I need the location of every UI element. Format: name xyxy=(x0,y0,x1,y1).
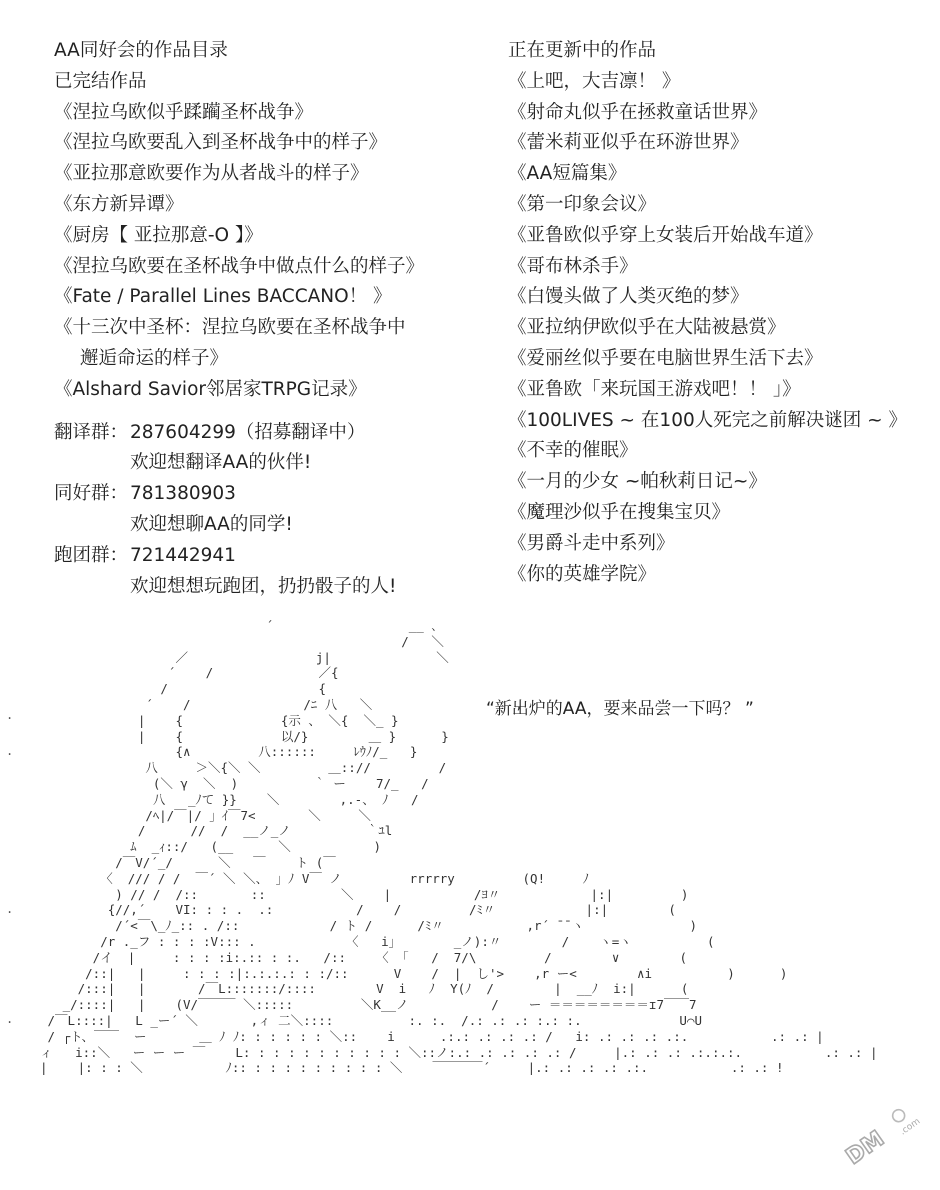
completed-work: 《涅拉乌欧要乱入到圣杯战争中的样子》 xyxy=(54,132,388,154)
updating-work: 《你的英雄学院》 xyxy=(508,563,657,585)
trpg-group xyxy=(54,541,424,572)
svg-text:DM: DM xyxy=(841,1126,889,1170)
updating-work: 《AA短篇集》 xyxy=(508,163,627,185)
margin-dot: . xyxy=(6,902,14,916)
completed-header: 已完结作品 xyxy=(54,70,147,92)
margin-dot: . xyxy=(6,744,14,758)
updating-work: 《蕾米莉亚似乎在环游世界》 xyxy=(508,132,749,154)
updating-work: 《第一印象会议》 xyxy=(508,193,657,215)
updating-work: 《亚鲁欧似乎穿上女装后开始战车道》 xyxy=(508,224,823,246)
completed-work: 《十三次中圣杯：涅拉乌欧要在圣杯战争中 xyxy=(54,317,406,339)
updating-work: 《白馒头做了人类灭绝的梦》 xyxy=(508,286,749,308)
completed-work-continued: 邂逅命运的样子》 xyxy=(80,347,229,369)
completed-work: 《厨房【 亚拉那意-O 】》 xyxy=(54,224,263,246)
catalog-title: AA同好会的作品目录 xyxy=(54,40,228,61)
updating-work: 《100LIVES ~ 在100人死完之前解决谜团 ~ 》 xyxy=(508,409,907,431)
completed-work: 《Alshard Savior邻居家TRPG记录》 xyxy=(54,378,367,400)
completed-work: 《涅拉乌欧要在圣杯战争中做点什么的样子》 xyxy=(54,255,425,277)
updating-work: 《亚拉纳伊欧似乎在大陆被悬赏》 xyxy=(508,317,786,339)
updating-work: 《男爵斗走中系列》 xyxy=(508,532,675,554)
group-label: 跑团群： xyxy=(54,544,129,566)
group-label: 同好群： xyxy=(54,483,129,505)
updating-header: 正在更新中的作品 xyxy=(508,40,657,61)
updating-work: 《一月的少女 ~帕秋莉日记~》 xyxy=(508,471,767,493)
group-number: 781380903 xyxy=(130,483,236,505)
group-note: 欢迎想想玩跑团，扔扔骰子的人! xyxy=(130,575,397,597)
completed-work: 《Fate / Parallel Lines BACCANO！ 》 xyxy=(54,286,392,308)
margin-dot: . xyxy=(6,708,14,722)
updating-work: 《亚鲁欧「来玩国王游戏吧！！ 」》 xyxy=(508,378,801,400)
ascii-art-text: ´ __ ､ / ＼ ／ j| ＼ ´ / ／{ / { ´ / /ﾆ 八 ＼ , | { {示 、 ＼{ ＼_ } | { 以/} ＿ } } {∧ 八:::::: ﾚｳﾉ/_ } 八 ＞＼{＼ ＼ ＿::// / (＼ γ ＼ ) ｀ ー 7/_ / 八 _ﾉて }} ＼ ,.-、 ﾉ / /ﾍ|/￣|/ 」ｲ￣7< ＼ ＼ / // / __ノ_ノ ｀ﾕl ﾑ _ｨ::/ (__ ＼ ) /￣V/´_/ ＼ ￣ ト (￣ 〈 /// / / ￣´ ＼ ＼、 」ﾉ V￣ ノ rrrrry (Q! ﾉ ) // / /:: :: ＼ | /ﾖ〃 |:| ) {//,´ VI: : : . .: / / /ﾐ〃 |:| ( /´<￣\_ﾉ_:: . /:: / ト / /ﾐ〃 ,r´ ¯¯ヽ ) /r ._フ : : : :V::: . 〈 i」 _ノ):〃 / ヽ=ヽ ( /イ | : : : :i:.:: : :. /:: 〈 「 / 7/\ / ∨ ( /::| | : : : :|:.:.:.: : :/:: V / | し'> ,r ー< ∧i ) ) /:::| | /￣L:::::::/:::: V i ﾉ Y(ﾉ / | __ﾉ i:| ( _/::::| | (V/￣￣￣ ＼::::: ＼K__ノ / ー ＝＝＝＝＝＝＝＝ɪ7￣￣7 /￣L::::| L _ー´ ＼ ,ィ 二＼:::: :. :. /.: .: .: :.: :. U⌒U / ┌ト、￣￣ ー ＿ ﾉ ﾉ: : : : : : ＼:: i .:.: .: .: .: / i: .: .: .: .:. .: .: | ィ i::＼ ー ー ー ￣ L: : : : : : : : : : : ＼::ノ:.: .: .: .: .: / |.: .: .: .:.:.:. .: .: | | |: : : ＼ ﾉ:: : : : : : : : : : ＼ ￣￣￣￣´ |.: .: .: .: .:. .: .: ! xyxy=(40,618,878,1076)
completed-work: 《亚拉那意欧要作为从者战斗的样子》 xyxy=(54,163,369,185)
dmzj-watermark-logo xyxy=(828,1095,928,1175)
group-number: 721442941 xyxy=(130,544,236,566)
updating-work: 《不幸的催眠》 xyxy=(508,440,638,462)
left-column xyxy=(54,36,424,602)
group-note: 欢迎想聊AA的同学! xyxy=(130,513,293,535)
updating-work: 《爱丽丝似乎要在电脑世界生活下去》 xyxy=(508,347,823,369)
right-column xyxy=(508,36,907,590)
translation-group xyxy=(54,418,424,449)
updating-work: 《哥布林杀手》 xyxy=(508,255,638,277)
group-note: 欢迎想翻译AA的伙伴! xyxy=(130,452,312,474)
group-number: 287604299（招募翻译中） xyxy=(130,421,366,443)
speech-quote: “新出炉的AA，要来品尝一下吗？ ” xyxy=(486,699,754,719)
margin-dot: . xyxy=(6,1012,14,1026)
group-label: 翻译群： xyxy=(54,421,129,443)
updating-work: 《射命丸似乎在拯救童话世界》 xyxy=(508,101,768,123)
fan-group xyxy=(54,479,424,510)
updating-work: 《魔理沙似乎在搜集宝贝》 xyxy=(508,501,731,523)
completed-work: 《涅拉乌欧似乎蹂躏圣杯战争》 xyxy=(54,101,314,123)
updating-work: 《上吧，大吉凛！ 》 xyxy=(508,70,681,92)
svg-text:.com: .com xyxy=(898,1116,923,1138)
completed-work: 《东方新异谭》 xyxy=(54,193,184,215)
